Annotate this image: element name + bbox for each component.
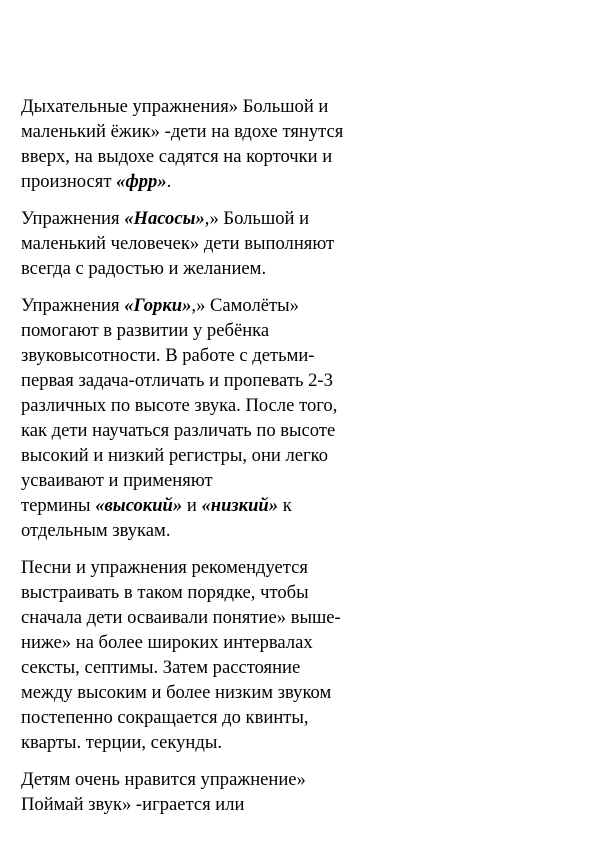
text-segment: различных по высоте звука. После того, <box>21 395 338 416</box>
text-segment: ,» Большой и <box>204 208 310 229</box>
text-segment: ниже» на более широких интервалах <box>21 632 313 653</box>
text-line <box>21 605 381 630</box>
text-line <box>21 443 381 468</box>
text-line <box>21 468 381 493</box>
text-segment: первая задача-отличать и пропевать 2-3 <box>21 370 333 391</box>
text-line <box>21 343 381 368</box>
emphasized-term: «высокий» <box>95 495 183 516</box>
text-segment: высокий и низкий регистры, они легко <box>21 445 329 466</box>
text-segment: помогают в развитии у ребёнка <box>21 320 270 341</box>
text-segment: маленький человечек» дети выполняют <box>21 233 335 254</box>
text-line <box>21 655 381 680</box>
text-segment: Дыхательные упражнения» Большой и <box>21 96 329 117</box>
text-segment: как дети научаться различать по высоте <box>21 420 336 441</box>
text-line <box>21 630 381 655</box>
text-line <box>21 94 381 119</box>
text-segment: сексты, септимы. Затем расстояние <box>21 657 301 678</box>
text-line <box>21 792 381 817</box>
text-segment: Упражнения <box>21 295 125 316</box>
text-segment: кварты. терции, секунды. <box>21 732 222 753</box>
emphasized-term: «Насосы» <box>124 208 205 229</box>
text-line <box>21 169 381 194</box>
emphasized-term: «фрр» <box>116 171 167 192</box>
text-segment: . <box>166 171 172 192</box>
text-line <box>21 293 381 318</box>
text-line <box>21 144 381 169</box>
text-line <box>21 393 381 418</box>
text-segment: всегда с радостью и желанием. <box>21 258 267 279</box>
text-segment: маленький ёжик» -дети на вдохе тянутся <box>21 121 344 142</box>
text-segment: Поймай звук» -играется или <box>21 794 245 815</box>
text-segment: Песни и упражнения рекомендуется <box>21 557 308 578</box>
text-segment: ,» Самолёты» <box>191 295 299 316</box>
paragraph <box>21 293 381 543</box>
text-segment: и <box>182 495 202 516</box>
text-line <box>21 730 381 755</box>
text-line <box>21 119 381 144</box>
text-line <box>21 555 381 580</box>
text-segment: постепенно сокращается до квинты, <box>21 707 309 728</box>
text-line <box>21 705 381 730</box>
text-segment: сначала дети осваивали понятие» выше- <box>21 607 341 628</box>
emphasized-term: «Горки» <box>124 295 192 316</box>
text-line <box>21 256 381 281</box>
text-line <box>21 493 381 518</box>
text-segment: звуковысотности. В работе с детьми- <box>21 345 315 366</box>
text-segment: произносят <box>21 171 117 192</box>
text-segment: вверх, на выдохе садятся на корточки и <box>21 146 333 167</box>
text-line <box>21 680 381 705</box>
paragraph <box>21 767 381 817</box>
text-segment: термины <box>21 495 96 516</box>
text-line <box>21 368 381 393</box>
text-line <box>21 767 381 792</box>
text-segment: к <box>278 495 292 516</box>
text-line <box>21 418 381 443</box>
emphasized-term: «низкий» <box>201 495 279 516</box>
text-line <box>21 206 381 231</box>
text-segment: усваивают и применяют <box>21 470 213 491</box>
text-segment: выстраивать в таком порядке, чтобы <box>21 582 309 603</box>
paragraph <box>21 206 381 281</box>
paragraph <box>21 94 381 194</box>
text-line <box>21 580 381 605</box>
text-line <box>21 518 381 543</box>
paragraph <box>21 555 381 755</box>
text-segment: Детям очень нравится упражнение» <box>21 769 306 790</box>
text-line <box>21 318 381 343</box>
text-line <box>21 231 381 256</box>
text-segment: Упражнения <box>21 208 125 229</box>
text-segment: отдельным звукам. <box>21 520 171 541</box>
body-text <box>21 94 381 829</box>
text-segment: между высоким и более низким звуком <box>21 682 332 703</box>
